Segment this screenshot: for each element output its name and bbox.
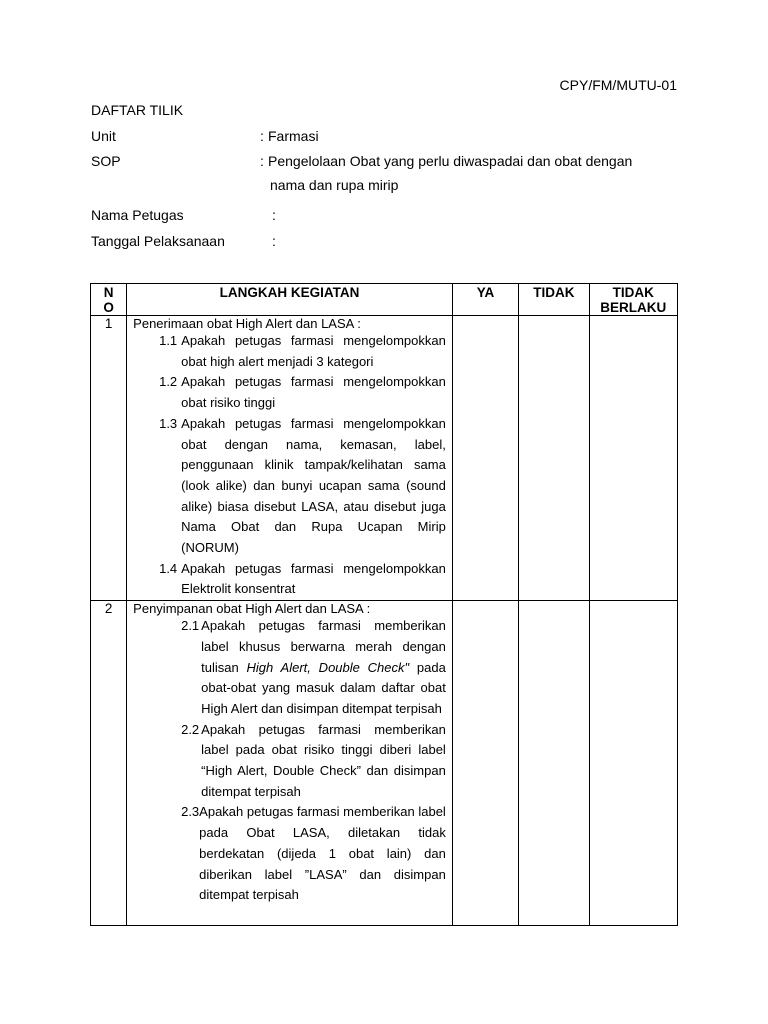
list-item	[177, 720, 446, 803]
header-tidak: TIDAK	[519, 284, 589, 316]
table-header-row	[91, 284, 678, 316]
row-number: 2	[91, 601, 127, 926]
header-tidak-berlaku: TIDAK BERLAKU	[589, 284, 677, 316]
item-text-italic: High Alert, Double Check"	[246, 659, 410, 675]
list-item	[155, 331, 446, 372]
tanggal-label: Tanggal Pelaksanaan	[91, 233, 225, 249]
step-cell	[127, 316, 453, 601]
list-item	[177, 802, 446, 906]
item-text-part: pada obat-obat yang masuk dalam daftar obat High Alert dan disimpan ditempat terpisah	[201, 659, 446, 716]
item-text	[199, 616, 446, 720]
item-text: Apakah petugas farmasi memberikan label pada Obat LASA, diletakan tidak berdekatan (dijeda 1 obat lain) dan diberikan label ”LASA” dan disimpan ditempat terpisah	[199, 804, 446, 903]
sop-label: SOP	[91, 153, 121, 169]
list-item	[155, 414, 446, 559]
row-number: 1	[91, 316, 127, 601]
header-langkah-kegiatan: LANGKAH KEGIATAN	[127, 284, 453, 316]
sop-value-line2: nama dan rupa mirip	[270, 177, 399, 193]
tidak-berlaku-cell[interactable]	[589, 316, 677, 601]
nama-petugas-label: Nama Petugas	[91, 207, 184, 223]
tidak-cell[interactable]	[519, 601, 589, 926]
item-text-part: Apakah petugas farmasi memberikan label khusus berwarna merah dengan tulisan	[201, 618, 446, 675]
list-item	[177, 616, 446, 720]
checklist-table	[90, 283, 678, 926]
document-title: DAFTAR TILIK	[91, 102, 184, 118]
tidak-cell[interactable]	[519, 316, 589, 601]
unit-label: Unit	[91, 128, 116, 144]
item-number: 1.3	[159, 415, 178, 431]
item-text: Apakah petugas farmasi mengelompokkan obat dengan nama, kemasan, label, penggunaan klinik tampak/kelihatan sama (look alike) dan bunyi ucapan sama (sound alike) biasa disebut LASA, atau disebut juga Nama Obat dan Rupa Ucapan Mirip (NORUM)	[181, 415, 446, 556]
header-no: N O	[91, 284, 127, 316]
tidak-berlaku-cell[interactable]	[589, 601, 677, 926]
item-number: 2.3	[181, 804, 200, 820]
table-row	[91, 316, 678, 601]
unit-value: Farmasi	[268, 128, 319, 144]
item-number: 2.1	[181, 618, 200, 634]
table-row	[91, 601, 678, 926]
ya-cell[interactable]	[452, 316, 518, 601]
unit-separator: :	[260, 128, 264, 144]
item-number: 2.2	[181, 721, 200, 737]
list-item	[155, 559, 446, 600]
document-code: CPY/FM/MUTU-01	[559, 77, 677, 93]
item-text: Apakah petugas farmasi mengelompokkan Elektrolit konsentrat	[181, 560, 446, 597]
list-item	[155, 372, 446, 413]
item-number: 1.1	[159, 333, 178, 348]
item-number: 1.4	[159, 560, 178, 576]
section-title: Penerimaan obat High Alert dan LASA :	[133, 316, 361, 331]
step-cell	[127, 601, 453, 926]
item-text: Apakah petugas farmasi mengelompokkan obat high alert menjadi 3 kategori	[181, 333, 446, 369]
sop-separator: :	[260, 153, 264, 169]
item-text: Apakah petugas farmasi mengelompokkan obat risiko tinggi	[181, 374, 446, 411]
tanggal-separator: :	[272, 233, 276, 249]
section-title: Penyimpanan obat High Alert dan LASA :	[133, 601, 371, 617]
item-text: Apakah petugas farmasi memberikan label pada obat risiko tinggi diberi label “High Alert, Double Check” dan disimpan ditempat terpisah	[201, 721, 446, 799]
header-ya: YA	[452, 284, 518, 316]
nama-petugas-separator: :	[272, 207, 276, 223]
sop-value-line1: Pengelolaan Obat yang perlu diwaspadai dan obat dengan	[268, 153, 633, 169]
item-number: 1.2	[159, 374, 178, 390]
ya-cell[interactable]	[452, 601, 518, 926]
